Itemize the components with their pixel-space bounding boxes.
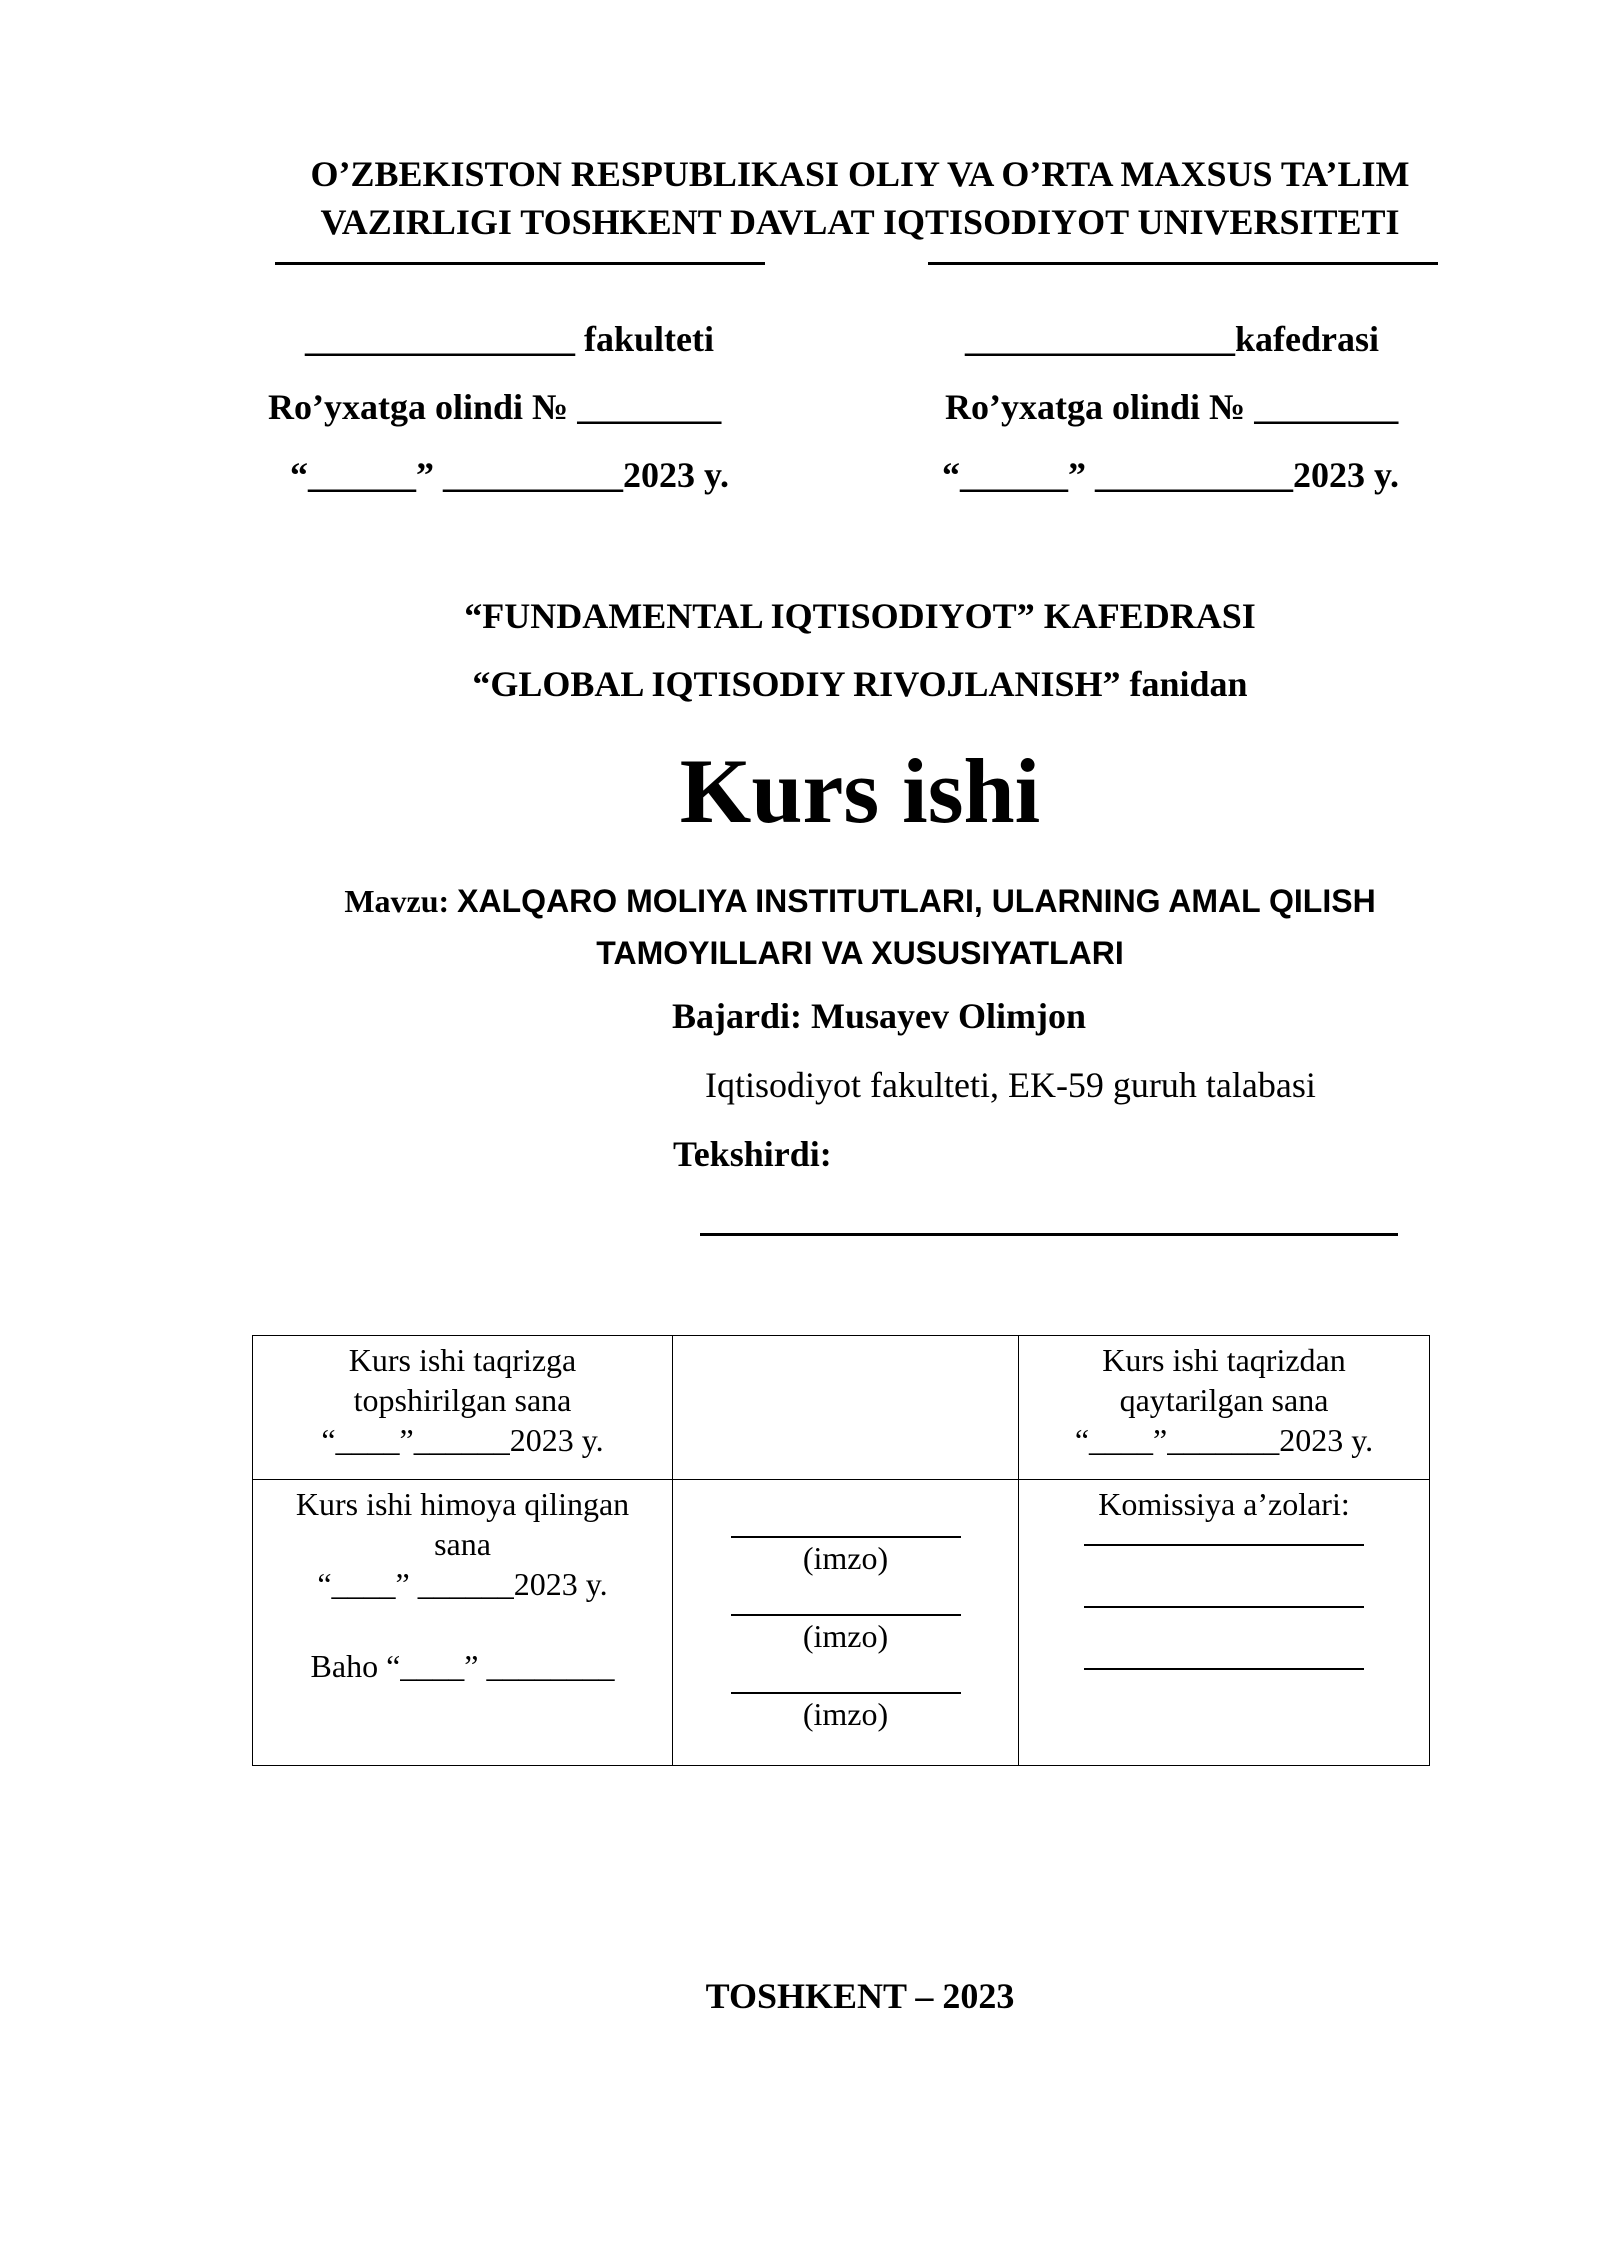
signature-line [731,1656,961,1694]
signature-label-3: (imzo) [802,1696,889,1732]
commission-member-line [1084,1546,1364,1608]
signature-line [731,1578,961,1616]
returned-line-2: qaytarilgan sana [1119,1382,1329,1418]
reviewer-signature-line [700,1233,1398,1236]
signature-line [731,1500,961,1538]
topic-block [300,875,1420,979]
left-registration-field: Ro’yxatga olindi № ________ [268,387,722,427]
faculty-field: _______________ fakulteti [305,319,714,359]
header-line-1: O’ZBEKISTON RESPUBLIKASI OLIY VA O’RTA MAXSUS TA’LIM [310,154,1410,194]
kafedra-title: “FUNDAMENTAL IQTISODIYOT” KAFEDRASI [464,596,1256,636]
commission-label: Komissiya a’zolari: [1098,1486,1350,1522]
signatures-cell [673,1480,1019,1766]
reviewer-label: Tekshirdi: [673,1134,832,1174]
right-date-field: “______” ___________2023 y. [942,455,1400,495]
author-line: Bajardi: Musayev Olimjon [672,996,1086,1036]
document-header [180,150,1540,246]
commission-cell [1019,1480,1430,1766]
submitted-line-2: topshirilgan sana [353,1382,572,1418]
topic-text-line-1: XALQARO MOLIYA INSTITUTLARI, ULARNING AMAL QILISH [457,883,1376,919]
department-field: _______________kafedrasi [965,319,1379,359]
submitted-line-1: Kurs ishi taqrizga [348,1342,577,1378]
defended-line-1: Kurs ishi himoya qilingan [295,1486,630,1522]
submitted-date: “____”______2023 y. [321,1422,604,1458]
returned-date: “____”_______2023 y. [1074,1422,1374,1458]
returned-line-1: Kurs ishi taqrizdan [1102,1342,1346,1378]
defended-line-2: sana [434,1526,491,1562]
header-line-2: VAZIRLIGI TOSHKENT DAVLAT IQTISODIYOT UNIVERSITETI [320,202,1400,242]
main-title: Kurs ishi [679,740,1041,842]
table-row [253,1336,1430,1480]
signature-label-2: (imzo) [802,1618,889,1654]
left-blank-rule [275,262,765,265]
topic-line-1 [300,875,1420,927]
returned-cell [1019,1336,1430,1480]
table-row [253,1480,1430,1766]
grade-field: Baho “____” ________ [310,1648,615,1684]
student-info: Iqtisodiyot fakulteti, EK-59 guruh talabasi [705,1065,1316,1105]
commission-member-line [1084,1608,1364,1670]
footer-city-year: TOSHKENT – 2023 [705,1976,1015,2016]
defended-cell [253,1480,673,1766]
left-date-field: “______” __________2023 y. [290,455,730,495]
signature-label-1: (imzo) [802,1540,889,1576]
right-registration-field: Ro’yxatga olindi № ________ [945,387,1399,427]
topic-text-line-2: TAMOYILLARI VA XUSUSIYATLARI [596,935,1124,971]
review-table [252,1335,1430,1766]
empty-cell [673,1336,1019,1480]
defended-date: “____” ______2023 y. [317,1566,608,1602]
submitted-cell [253,1336,673,1480]
commission-member-line [1084,1524,1364,1546]
topic-label: Mavzu: [344,883,450,919]
subject-title: “GLOBAL IQTISODIY RIVOJLANISH” fanidan [472,664,1248,704]
right-blank-rule [928,262,1438,265]
